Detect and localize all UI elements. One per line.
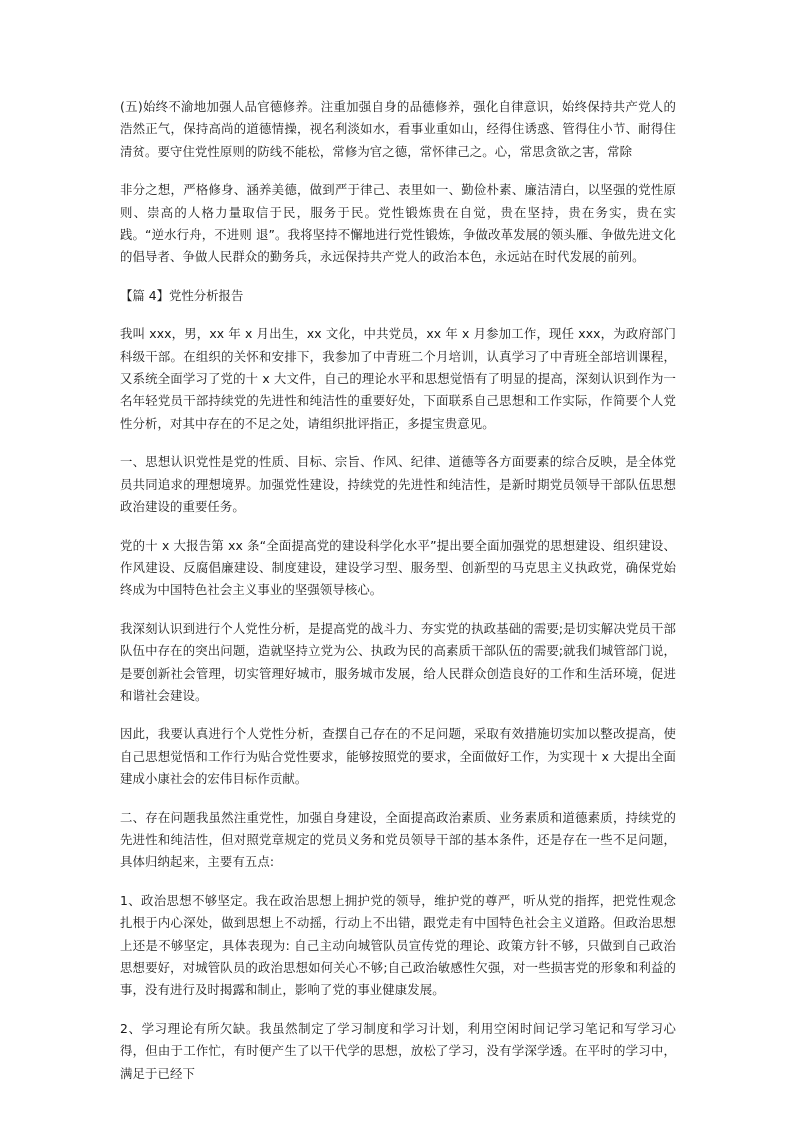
paragraph-report-reference: 党的十 x 大报告第 xx 条“全面提高党的建设科学化水平”提出要全面加强党的思想建设、组织建设、作风建设、反腐倡廉建设、制度建设，建设学习型、服务型、创新型的马克思主义执政党，确保党始终成为中国特色社会主义事业的坚强领导核心。 <box>120 537 676 598</box>
paragraph-self-discipline: 非分之想，严格修身、涵养美德，做到严于律己、表里如一、勤俭朴素、廉洁清白，以坚强的党性原则、崇高的人格力量取信于民，服务于民。党性锻炼贵在自觉，贵在坚持，贵在务实，贵在实践。“逆水行舟，不进则 退”。我将坚持不懈地进行党性锻炼，争做改革发展的领头雁、争做先进文化的倡导者、争做人民群众的勤务兵，永远保持共产党人的政治本色，永远站在时代发展的前列。 <box>120 182 676 265</box>
document-page <box>120 96 676 1101</box>
paragraph-problem-1: 1、政治思想不够坚定。我在政治思想上拥护党的领导，维护党的尊严，听从党的指挥，把党性观念扎根于内心深处，做到思想上不动摇，行动上不出错，跟党走有中国特色社会主义道路。但政治思想上还是不够坚定，具体表现为: 自己主动向城管队员宣传党的理论、政策方针不够，只做到自己政治思想要好，对城管队员的政治思想如何关心不够;自己政治敏感性欠强，对一些损害党的形象和利益的事，没有进行及时揭露和制止，影响了党的事业健康发展。 <box>120 892 676 998</box>
section-heading: 【篇 4】党性分析报告 <box>120 287 244 303</box>
paragraph-problem-2: 2、学习理论有所欠缺。我虽然制定了学习制度和学习计划，利用空闲时间记学习笔记和写学习心得，但由于工作忙，有时便产生了以干代学的思想，放松了学习，没有学深学透。在平时的学习中，满足于已经下 <box>120 1020 676 1081</box>
paragraph-cultivation: (五)始终不渝地加强人品官德修养。注重加强自身的品德修养，强化自律意识，始终保持共产党人的浩然正气，保持高尚的道德情操，视名利淡如水，看事业重如山，经得住诱惑、管得住小节、耐得住清贫。要守住党性原则的防线不能松，常修为官之德，常怀律己之。心，常思贪欲之害，常除 <box>120 99 676 159</box>
paragraph-significance: 我深刻认识到进行个人党性分析，是提高党的战斗力、夯实党的执政基础的需要;是切实解决党员干部队伍中存在的突出问题，造就坚持立党为公、执政为民的高素质干部队伍的需要;就我们城管部门说，是要创新社会管理，切实管理好城市，服务城市发展，给人民群众创造良好的工作和生活环境，促进和谐社会建设。 <box>120 620 676 703</box>
paragraph-conclusion: 因此，我要认真进行个人党性分析，查摆自己存在的不足问题，采取有效措施切实加以整改提高，使自己思想觉悟和工作行为贴合党性要求，能够按照党的要求，全面做好工作，为实现十 x 大提出全面建成小康社会的宏伟目标作贡献。 <box>120 726 676 787</box>
paragraph-understanding: 一、思想认识党性是党的性质、目标、宗旨、作风、纪律、道德等各方面要素的综合反映，是全体党员共同追求的理想境界。加强党性建设，持续党的先进性和纯洁性，是新时期党员领导干部队伍思想政治建设的重要任务。 <box>120 454 676 515</box>
paragraph-intro: 我叫 xxx，男，xx 年 x 月出生，xx 文化，中共党员，xx 年 x 月参加工作，现任 xxx，为政府部门科级干部。在组织的关怀和安排下，我参加了中青班二个月培训，认真学习了中青班全部培训课程，又系统全面学习了党的十 x 大文件，自己的理论水平和思想觉悟有了明显的提高，深刻认识到作为一名年轻党员干部持续党的先进性和纯洁性的重要好处，下面联系自己思想和工作实际，作简要个人党性分析，对其中存在的不足之处，请组织批评指正，多提宝贵意见。 <box>120 326 676 431</box>
paragraph-problems: 二、存在问题我虽然注重党性，加强自身建设，全面提高政治素质、业务素质和道德素质，持续党的先进性和纯洁性，但对照党章规定的党员义务和党员领导干部的基本条件，还是存在一些不足问题，具体归纳起来，主要有五点: <box>120 809 676 870</box>
